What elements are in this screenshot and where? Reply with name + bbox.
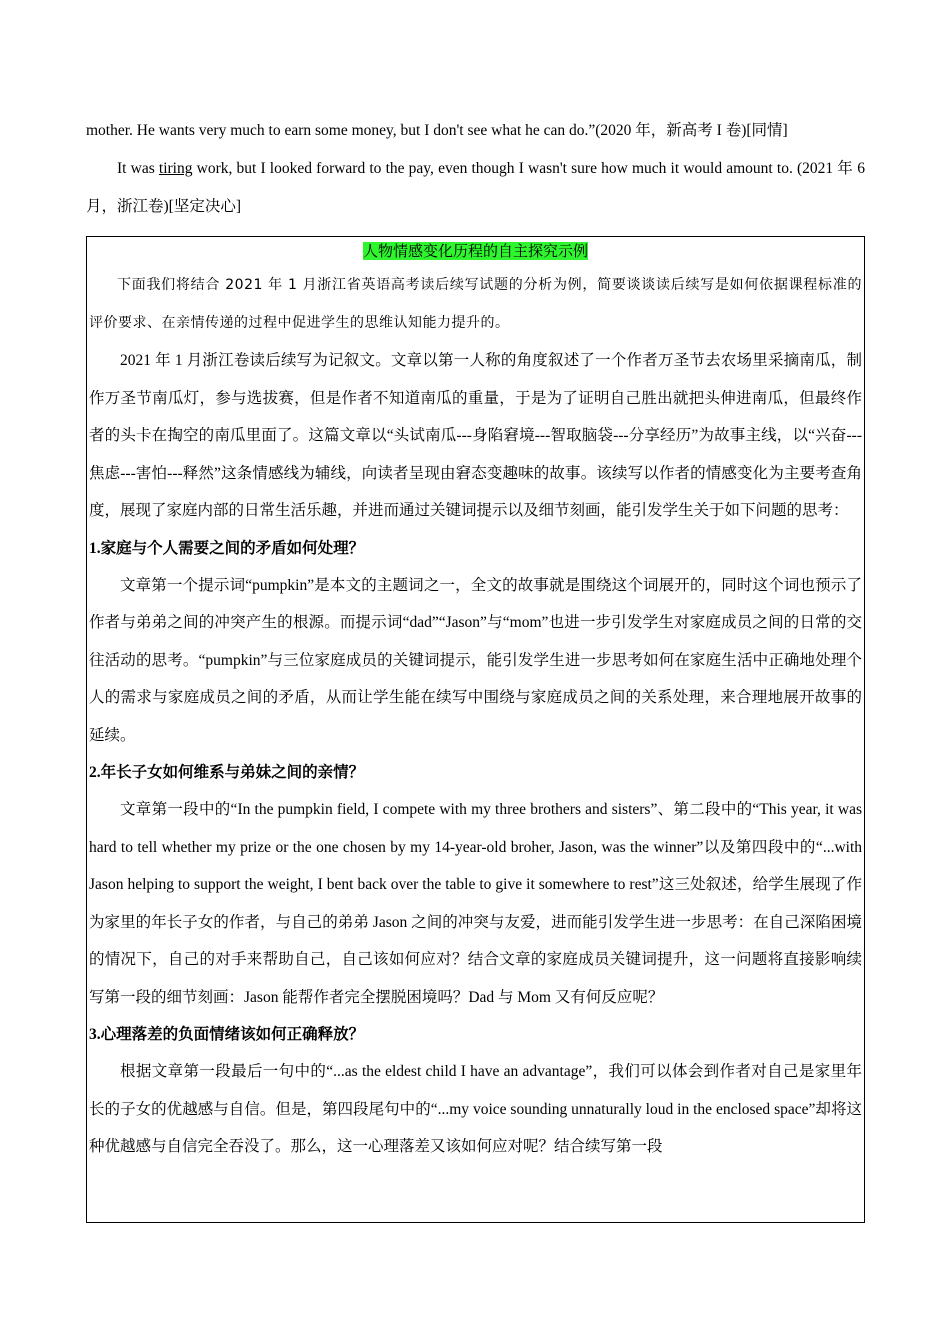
p2-after: work, but I looked forward to the pay, even though I wasn't sure how much it would amount to. (2021 年 6 月，浙江卷)[坚定决心] [86,160,865,215]
underlined-word: tiring [158,160,193,177]
question-2: 2.年长子女如何维系与弟妹之间的亲情？ [89,764,365,781]
box-title [89,240,862,263]
answer-2: 文章第一段中的“In the pumpkin field, I compete with my three brothers and sisters”、第二段中的“This year, it was hard to tell whether my prize or the one chosen by my 14-year-old broher, Jason, was the winner”以及第四段中的“...with Jason helping to support the weight, I bent back over the table to give it somewhere to rest”这三处叙述，给学生展现了作为家里的年长子女的作者，与自己的弟弟 Jason 之间的冲突与友爱，进而能引发学生进一步思考：在自己深陷困境的情况下，自己的对手来帮助自己，自己该如何应对？结合文章的家庭成员关键词提升，这一问题将直接影响续写第一段的细节刻画：Jason 能帮作者完全摆脱困境吗？Dad 与 Mom 又有何反应呢？ [89,801,862,1006]
document-page [86,112,865,1223]
question-3: 3.心理落差的负面情绪该如何正确释放？ [89,1026,365,1043]
question-1: 1.家庭与个人需要之间的矛盾如何处理？ [89,539,365,557]
top-paragraph-2 [86,150,865,226]
p2-before: It was [117,160,159,177]
top-line-1: mother. He wants very much to earn some money, but I don't see what he can do.”(2020 年，新高考 I 卷)[同情] [86,122,788,139]
answer-1: 文章第一个提示词“pumpkin”是本文的主题词之一，全文的故事就是围绕这个词展开的，同时这个词也预示了作者与弟弟之间的冲突产生的根源。而提示词“dad”“Jason”与“mom”也进一步引发学生对家庭成员之间的日常的交往活动的思考。“pumpkin”与三位家庭成员的关键词提示，能引发学生进一步思考如何在家庭生活中正确地处理个人的需求与家庭成员之间的矛盾，从而让学生能在续写中围绕与家庭成员之间的关系处理，来合理地展开故事的延续。 [89,576,862,744]
answer-3: 根据文章第一段最后一句中的“...as the eldest child I have an advantage”，我们可以体会到作者对自己是家里年长的子女的优越感与自信。但是，第四段尾句中的“...my voice sounding unnaturally loud in the enclosed space”却将这种优越感与自信完全吞没了。那么，这一心理落差又该如何应对呢？结合续写第一段 [89,1063,862,1155]
box-title-text: 人物情感变化历程的自主探究示例 [362,242,588,260]
box-para-1: 2021 年 1 月浙江卷读后续写为记叙文。文章以第一人称的角度叙述了一个作者万圣节去农场里采摘南瓜，制作万圣节南瓜灯，参与选拔赛，但是作者不知道南瓜的重量，于是为了证明自己胜出就把头伸进南瓜，但最终作者的头卡在掏空的南瓜里面了。这篇文章以“头试南瓜---身陷窘境---智取脑袋---分享经历”为故事主线，以“兴奋---焦虑---害怕---释然”这条情感线为辅线，向读者呈现由窘态变趣味的故事。该续写以作者的情感变化为主要考查角度，展现了家庭内部的日常生活乐趣，并进而通过关键词提示以及细节刻画，能引发学生关于如下问题的思考： [89,352,862,519]
example-box [86,236,865,1223]
box-intro: 下面我们将结合 2021 年 1 月浙江省英语高考读后续写试题的分析为例，简要谈谈读后续写是如何依据课程标准的评价要求、在亲情传递的过程中促进学生的思维认知能力提升的。 [89,277,862,331]
